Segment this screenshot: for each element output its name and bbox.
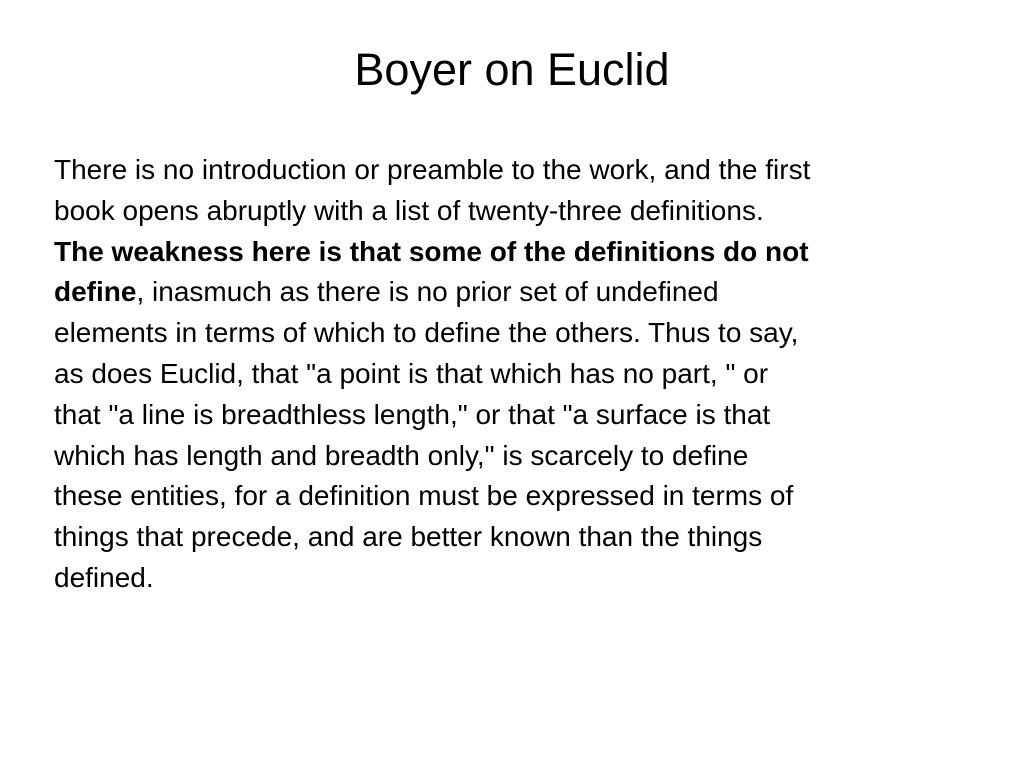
- body-line-1: There is no introduction or preamble to the work, and the first: [54, 154, 811, 185]
- body-line-4-emphasis: define: [54, 276, 137, 308]
- body-line-8: which has length and breadth only," is scarcely to define: [54, 439, 749, 471]
- body-line-4: [54, 272, 989, 313]
- slide-body-paragraph: [54, 150, 989, 599]
- body-line-2: book opens abruptly with a list of twenty-three definitions.: [54, 194, 764, 226]
- body-line-4-rest: , inasmuch as there is no prior set of undefined: [136, 276, 719, 308]
- body-line-10: things that precede, and are better known than the things: [54, 521, 763, 553]
- body-line-7: that "a line is breadthless length," or that "a surface is that: [54, 398, 771, 430]
- slide-title: Boyer on Euclid: [354, 44, 670, 95]
- body-line-11: defined.: [54, 561, 154, 593]
- body-line-9: these entities, for a definition must be expressed in terms of: [54, 480, 794, 512]
- body-line-3-emphasis: The weakness here is that some of the definitions do not: [54, 235, 809, 267]
- body-line-6: as does Euclid, that "a point is that which has no part, " or: [54, 357, 769, 389]
- body-line-5: elements in terms of which to define the others. Thus to say,: [54, 317, 799, 349]
